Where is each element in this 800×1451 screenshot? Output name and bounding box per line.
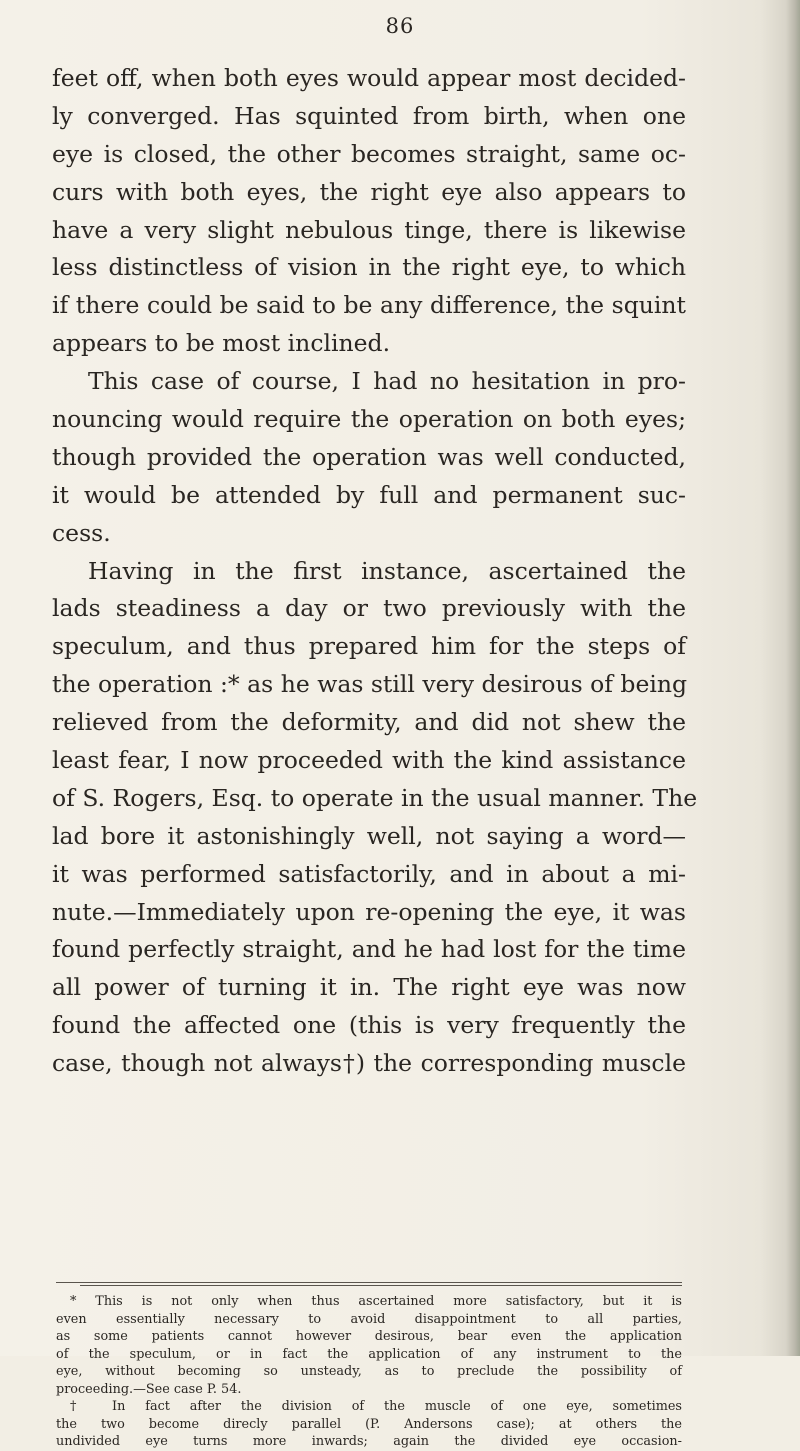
footnote-line: eye, without becoming so unsteady, as to preclude the possibility of [56,1364,682,1379]
text-line: if there could be said to be any difference, the squint [52,291,686,320]
text-line: it would be attended by full and permanent suc- [52,480,686,509]
text-line: relieved from the deformity, and did not shew the [52,708,686,737]
footnote-line: as some patients cannot however desirous, bear even the application [56,1329,682,1344]
text-line: speculum, and thus prepared him for the steps of [52,632,686,661]
page-number: 86 [385,14,415,38]
text-line: found the affected one (this is very frequently the [52,1011,686,1040]
text-line: appears to be most inclined. [52,329,391,358]
text-line: curs with both eyes, the right eye also appears to [52,177,686,206]
page-edge-shadow [786,0,800,1356]
text-line: cess. [52,518,111,547]
text-line: least fear, I now proceeded with the kind assistance [52,746,686,775]
text-line: the operation :* as he was still very desirous of being [52,670,688,699]
text-line: ly converged. Has squinted from birth, when one [52,101,686,130]
text-line: eye is closed, the other becomes straight, same oc- [52,139,686,168]
text-line: Having in the first instance, ascertained the [88,556,686,585]
footnote-line: † In fact after the division of the muscle of one eye, sometimes [70,1399,682,1414]
footnote-line: the two become direcly parallel (P. Andersons case); at others the [56,1416,682,1432]
text-line: This case of course, I had no hesitation in pro- [88,367,686,396]
rule-line [80,1285,682,1286]
text-line: though provided the operation was well conducted, [52,442,686,471]
footnotes [56,1293,682,1451]
text-line: case, though not always†) the corresponding muscle [52,1049,686,1078]
footnote-line: undivided eye turns more inwards; again the divided eye occasion- [56,1434,682,1449]
text-line: it was performed satisfactorily, and in about a mi- [52,859,686,888]
footnote-line: even essentially necessary to avoid disappointment to all parties, [56,1311,682,1327]
footnote-line: of the speculum, or in fact the application of any instrument to the [56,1346,682,1362]
footnote-line: proceeding.—See case P. 54. [56,1381,242,1397]
text-line: nute.—Immediately upon re-opening the eye, it was [52,897,686,926]
footnote-line: * This is not only when thus ascertained more satisfactory, but it is [70,1294,682,1309]
text-line: feet off, when both eyes would appear most decided- [52,64,686,92]
text-line: lads steadiness a day or two previously with the [52,594,686,623]
body-text [52,60,698,1083]
text-line: have a very slight nebulous tinge, there is likewise [52,215,686,244]
text-line: nouncing would require the operation on both eyes; [52,405,686,434]
text-line: of S. Rogers, Esq. to operate in the usual manner. The [52,783,698,812]
text-line: less distinctless of vision in the right eye, to which [52,253,686,282]
text-line: found perfectly straight, and he had lost for the time [52,935,686,964]
text-line: lad bore it astonishingly well, not saying a word— [52,821,686,850]
text-line: all power of turning it in. The right eye was now [52,973,686,1002]
rule-line [56,1282,682,1283]
